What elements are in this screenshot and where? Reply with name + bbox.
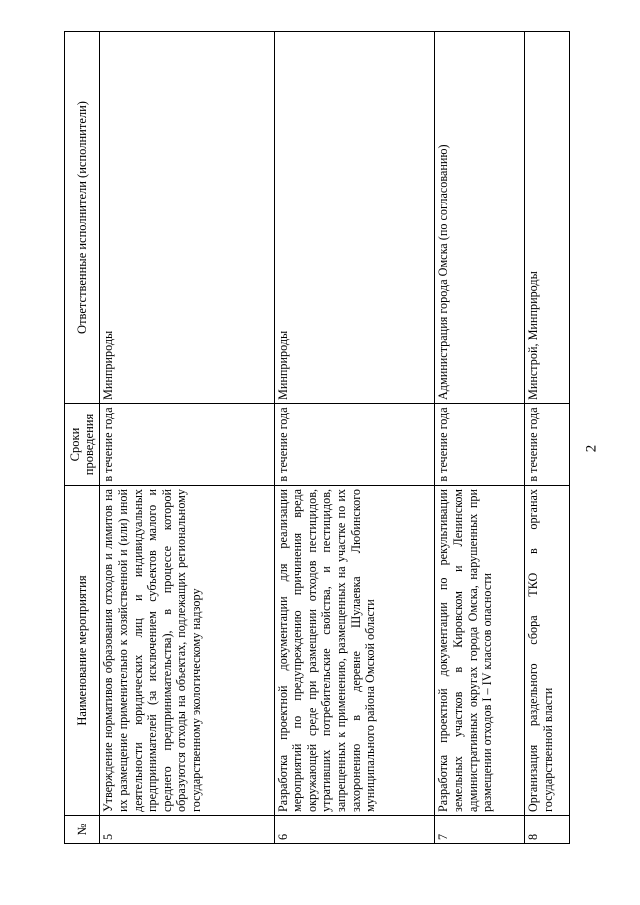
table-row <box>274 32 435 844</box>
row-term: в течение года <box>435 404 525 486</box>
row-name: Разработка проектной документации по рекультивации земельных участков в Кировском и Ленинском административных округах города Омска, нарушенных при размещении отходов I – IV классов опасности <box>435 486 525 816</box>
rotated-page <box>64 32 570 844</box>
row-num: 7 <box>435 816 525 844</box>
table-header-row <box>65 32 100 844</box>
table-row <box>100 32 274 844</box>
row-term: в течение года <box>100 404 274 486</box>
row-responsible: Администрация города Омска (по согласованию) <box>435 32 525 404</box>
header-name: Наименование мероприятия <box>65 486 100 816</box>
table-row <box>435 32 525 844</box>
row-name: Разработка проектной документации для реализации мероприятий по предупреждению причинения вреда окружающей среде при размещении отходов пестицидов, утративших потребительские свойства, и пестицидов, запрещенных к применению, размещенных на участке по их захоронению в деревне Шулаевка Любинского муниципального района Омской области <box>274 486 435 816</box>
row-num: 5 <box>100 816 274 844</box>
row-responsible: Минприроды <box>274 32 435 404</box>
header-term: Сроки проведения <box>65 404 100 486</box>
page-number: 2 <box>583 444 600 453</box>
row-term: в течение года <box>274 404 435 486</box>
row-num: 8 <box>525 816 570 844</box>
row-responsible: Минприроды <box>100 32 274 404</box>
header-num: № <box>65 816 100 844</box>
row-name: Организация раздельного сбора ТКО в органах государственной власти <box>525 486 570 816</box>
row-term: в течение года <box>525 404 570 486</box>
row-num: 6 <box>274 816 435 844</box>
table-row <box>525 32 570 844</box>
row-responsible: Минстрой, Минприроды <box>525 32 570 404</box>
header-responsible: Ответственные исполнители (исполнители) <box>65 32 100 404</box>
row-name: Утверждение нормативов образования отходов и лимитов на их размещение применительно к хозяйственной и (или) иной деятельности юридических лиц и индивидуальных предпринимателей (за исключением субъектов малого и среднего предпринимательства), в процессе которой образуются отходы на объектах, подлежащих региональному государственному экологическому надзору <box>100 486 274 816</box>
measures-table <box>64 31 570 844</box>
